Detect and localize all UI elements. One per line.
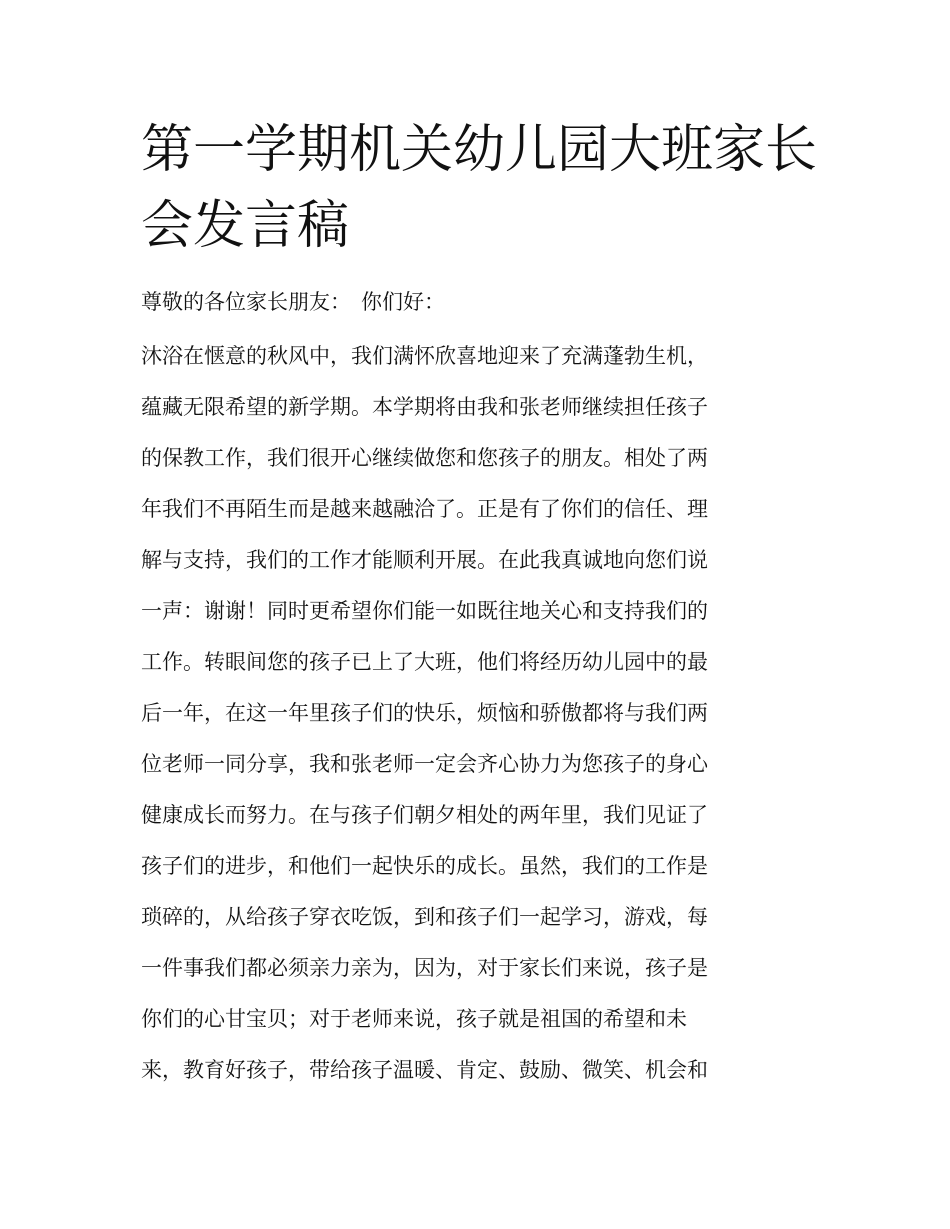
body-line: 蕴藏无限希望的新学期。本学期将由我和张老师继续担任孩子 xyxy=(141,395,708,419)
body-line: 位老师一同分享，我和张老师一定会齐心协力为您孩子的身心 xyxy=(141,752,708,776)
body-paragraph xyxy=(141,331,821,1096)
body-line: 来，教育好孩子，带给孩子温暖、肯定、鼓励、微笑、机会和 xyxy=(141,1058,708,1082)
body-line: 一件事我们都必须亲力亲为，因为，对于家长们来说，孩子是 xyxy=(141,956,708,980)
body-line: 你们的心甘宝贝；对于老师来说，孩子就是祖国的希望和未 xyxy=(141,1007,687,1031)
document-title xyxy=(141,112,821,264)
body-line: 解与支持，我们的工作才能顺利开展。在此我真诚地向您们说 xyxy=(141,548,708,572)
body-line: 年我们不再陌生而是越来越融洽了。正是有了你们的信任、理 xyxy=(141,497,708,521)
body-line: 的保教工作，我们很开心继续做您和您孩子的朋友。相处了两 xyxy=(141,446,708,470)
body-line: 一声：谢谢！同时更希望你们能一如既往地关心和支持我们的 xyxy=(141,599,708,623)
greeting-line xyxy=(141,282,445,322)
body-line: 孩子们的进步，和他们一起快乐的成长。虽然，我们的工作是 xyxy=(141,854,708,878)
salutation-text: 尊敬的各位家长朋友： xyxy=(141,290,351,314)
body-line: 后一年，在这一年里孩子们的快乐，烦恼和骄傲都将与我们两 xyxy=(141,701,708,725)
hello-text: 你们好： xyxy=(361,290,445,314)
title-line: 第一学期机关幼儿园大班家长 xyxy=(141,120,818,180)
body-line: 工作。转眼间您的孩子已上了大班，他们将经历幼儿园中的最 xyxy=(141,650,708,674)
body-line: 琐碎的，从给孩子穿衣吃饭，到和孩子们一起学习，游戏，每 xyxy=(141,905,708,929)
title-line: 会发言稿 xyxy=(141,196,350,256)
body-line: 健康成长而努力。在与孩子们朝夕相处的两年里，我们见证了 xyxy=(141,803,708,827)
body-line: 沐浴在惬意的秋风中，我们满怀欣喜地迎来了充满蓬勃生机， xyxy=(141,344,708,368)
